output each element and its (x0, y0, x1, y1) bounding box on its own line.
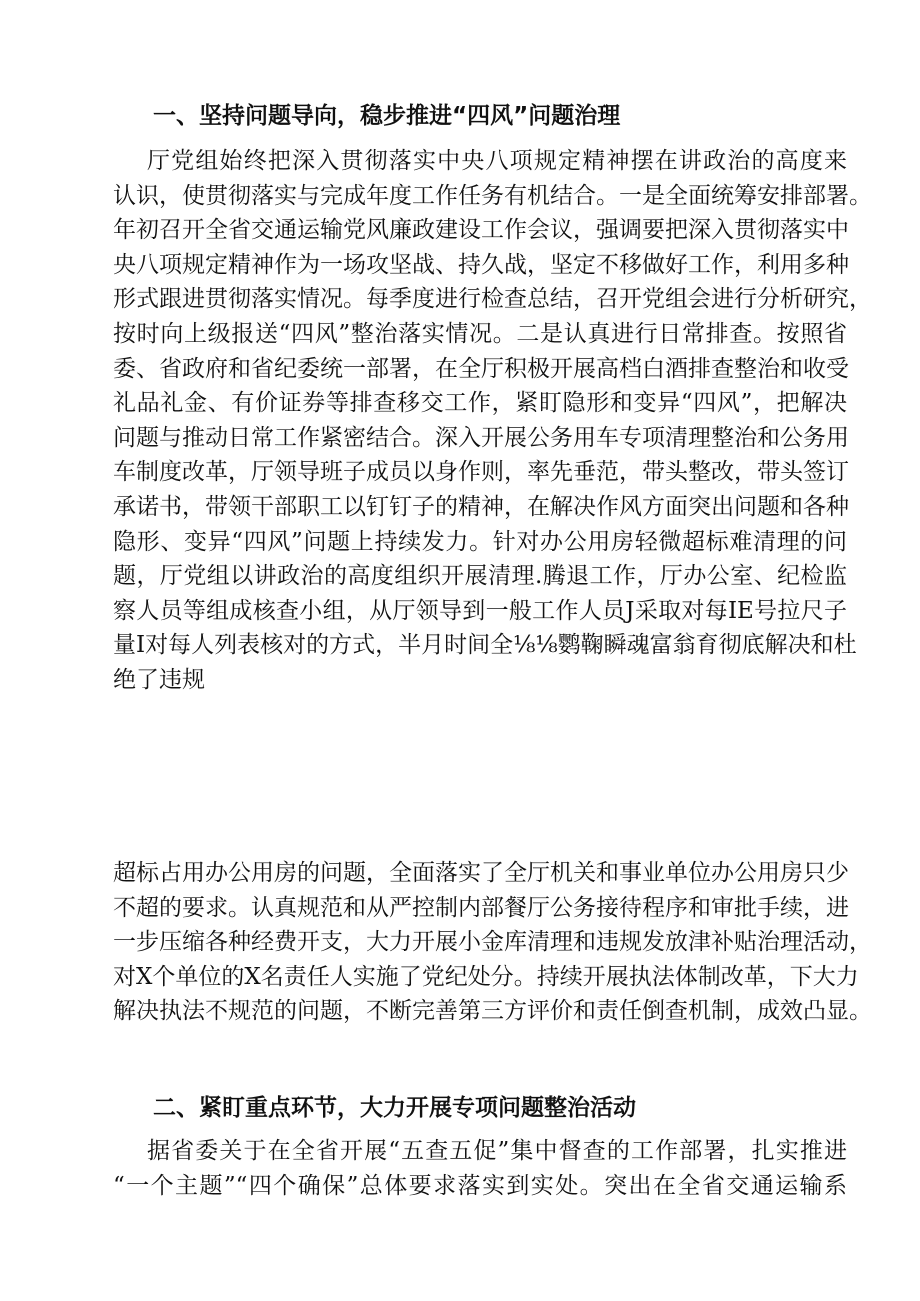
section-1-paragraph-2 (113, 856, 872, 1029)
text-line: 据省委关于在全省开展“五查五促”集中督查的工作部署，扎实推进 (147, 1138, 847, 1164)
text-line: 礼品礼金、有价证券等排查移交工作，紧盯隐形和变异“四风”，把解决 (113, 390, 847, 417)
text-line: 问题与推动日常工作紧密结合。深入开展公务用车专项清理整治和公务用 (113, 424, 849, 451)
section-1-heading: 一、坚持问题导向，稳步推进“四风”问题治理 (153, 103, 621, 129)
text-line: 题，厅党组以讲政治的高度组织开展清理.腾退工作，厅办公室、纪检监 (113, 563, 847, 590)
text-line: 一步压缩各种经费开支，大力开展小金库清理和违规发放津补贴治理活动， (113, 929, 872, 956)
text-line: 年初召开全省交通运输党风廉政建设工作会议，强调要把深入贯彻落实中 (113, 217, 849, 244)
text-line: 委、省政府和省纪委统一部署，在全厅积极开展高档白酒排查整治和收受 (113, 355, 849, 382)
text-line: 察人员等组成核查小组，从厅领导到一般工作人员J采取对每IE号拉尺子 (113, 597, 847, 624)
text-line: 认识，使贯彻落实与完成年度工作任务有机结合。一是全面统筹安排部署。 (113, 182, 872, 209)
text-line: 央八项规定精神作为一场攻坚战、持久战，坚定不移做好工作，利用多种 (113, 251, 849, 278)
text-line: 绝了违规 (113, 666, 205, 693)
text-line: 不超的要求。认真规范和从严控制内部餐厅公务接待程序和审批手续，进 (113, 894, 849, 921)
text-line: 隐形、变异“四风”问题上持续发力。针对办公用房轻微超标难清理的问 (113, 528, 847, 555)
text-line: 解决执法不规范的问题，不断完善第三方评价和责任倒查机制，成效凸显。 (113, 998, 872, 1025)
section-1-paragraph-1 (113, 144, 872, 698)
section-2-paragraph-1 (113, 1134, 847, 1203)
text-line: 量I对每人列表核对的方式，半月时间全⅛⅛鹦鞠瞬魂富翁育彻底解决和杜 (113, 632, 857, 659)
text-line: 对X个单位的X名责任人实施了党纪处分。持续开展执法体制改革，下大力 (113, 963, 859, 990)
text-line: 形式跟进贯彻落实情况。每季度进行检查总结，召开党组会进行分析研究， (113, 286, 872, 313)
text-line: 按时向上级报送“四风”整治落实情况。二是认真进行日常排查。按照省 (113, 320, 847, 347)
text-line: “一个主题”“四个确保”总体要求落实到实处。突出在全省交通运输系 (113, 1172, 847, 1199)
text-line: 超标占用办公用房的问题，全面落实了全厅机关和事业单位办公用房只少 (113, 860, 849, 886)
section-2-heading: 二、紧盯重点环节，大力开展专项问题整治活动 (153, 1095, 636, 1121)
text-line: 厅党组始终把深入贯彻落实中央八项规定精神摆在讲政治的高度来 (147, 148, 847, 174)
text-line: 车制度改革，厅领导班子成员以身作则，率先垂范，带头整改，带头签订 (113, 459, 849, 486)
text-line: 承诺书，带领干部职工以钉钉子的精神，在解决作风方面突出问题和各种 (113, 493, 849, 520)
